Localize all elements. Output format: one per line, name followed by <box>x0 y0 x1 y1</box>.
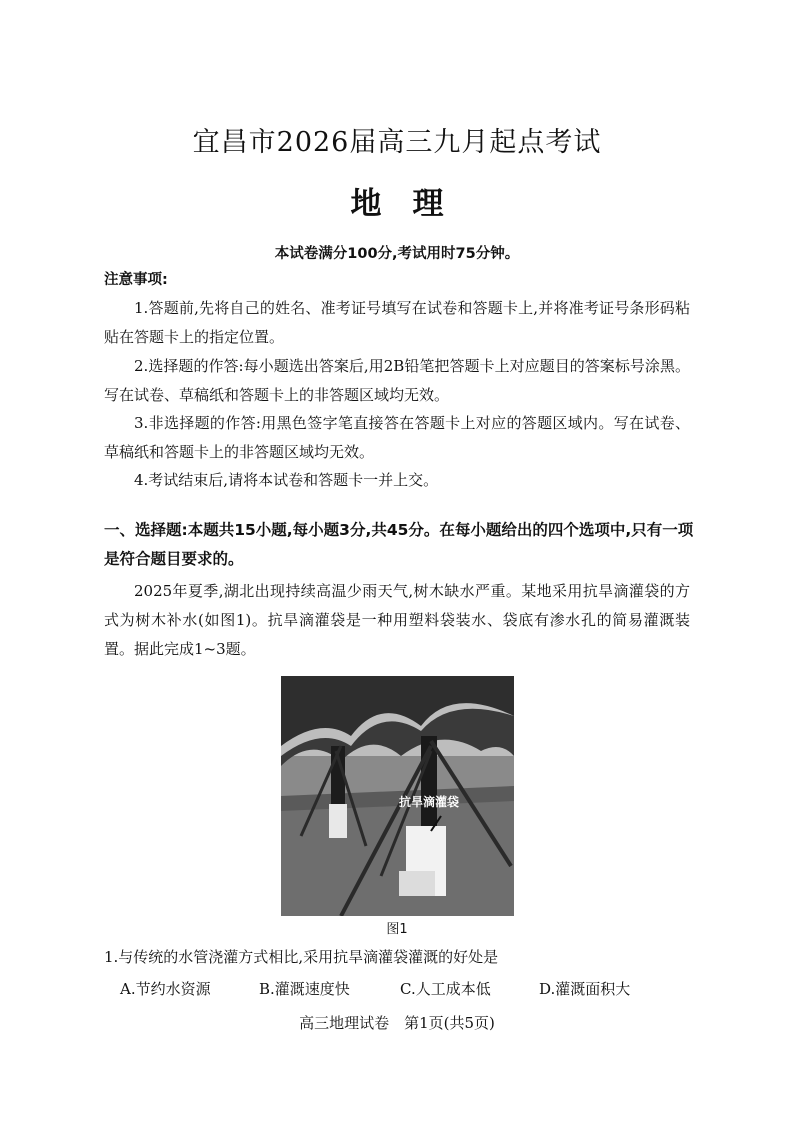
notice-heading: 注意事项: <box>104 272 168 288</box>
option-a: A.节约水资源 <box>120 980 211 998</box>
subject-title: 地 理 <box>350 186 444 222</box>
page-footer: 高三地理试卷 第1页(共5页) <box>299 1014 495 1032</box>
tree-bag-photo <box>281 676 514 916</box>
figure-caption: 图1 <box>386 922 408 937</box>
figure-label: 抗旱滴灌袋 <box>398 795 460 809</box>
figure-photo <box>281 676 514 916</box>
option-d: D.灌溉面积大 <box>539 980 631 998</box>
section-heading: 一、选择题:本题共15小题,每小题3分,共45分。在每小题给出的四个选项中,只有一项是符合题目要求的。 <box>104 521 694 568</box>
option-c: C.人工成本低 <box>400 980 491 998</box>
notice-item: 4.考试结束后,请将本试卷和答题卡一并上交。 <box>134 471 439 489</box>
score-note: 本试卷满分100分,考试用时75分钟。 <box>274 246 520 262</box>
material-paragraph: 2025年夏季,湖北出现持续高温少雨天气,树木缺水严重。某地采用抗旱滴灌袋的方式为树木补水(如图1)。抗旱滴灌袋是一种用塑料袋装水、袋底有渗水孔的简易灌溉装置。据此完成1~3题。 <box>104 582 690 658</box>
option-b: B.灌溉速度快 <box>259 980 350 998</box>
question-1-stem: 1.与传统的水管浇灌方式相比,采用抗旱滴灌袋灌溉的好处是 <box>104 948 499 966</box>
notice-item: 3.非选择题的作答:用黑色签字笔直接答在答题卡上对应的答题区域内。写在试卷、草稿纸和答题卡上的非答题区域均无效。 <box>104 414 690 461</box>
notice-item: 2.选择题的作答:每小题选出答案后,用2B铅笔把答题卡上对应题目的答案标号涂黑。写在试卷、草稿纸和答题卡上的非答题区域均无效。 <box>104 357 690 404</box>
exam-title: 宜昌市2026届高三九月起点考试 <box>192 127 602 158</box>
notice-item: 1.答题前,先将自己的姓名、准考证号填写在试卷和答题卡上,并将准考证号条形码粘贴在答题卡上的指定位置。 <box>104 299 690 346</box>
